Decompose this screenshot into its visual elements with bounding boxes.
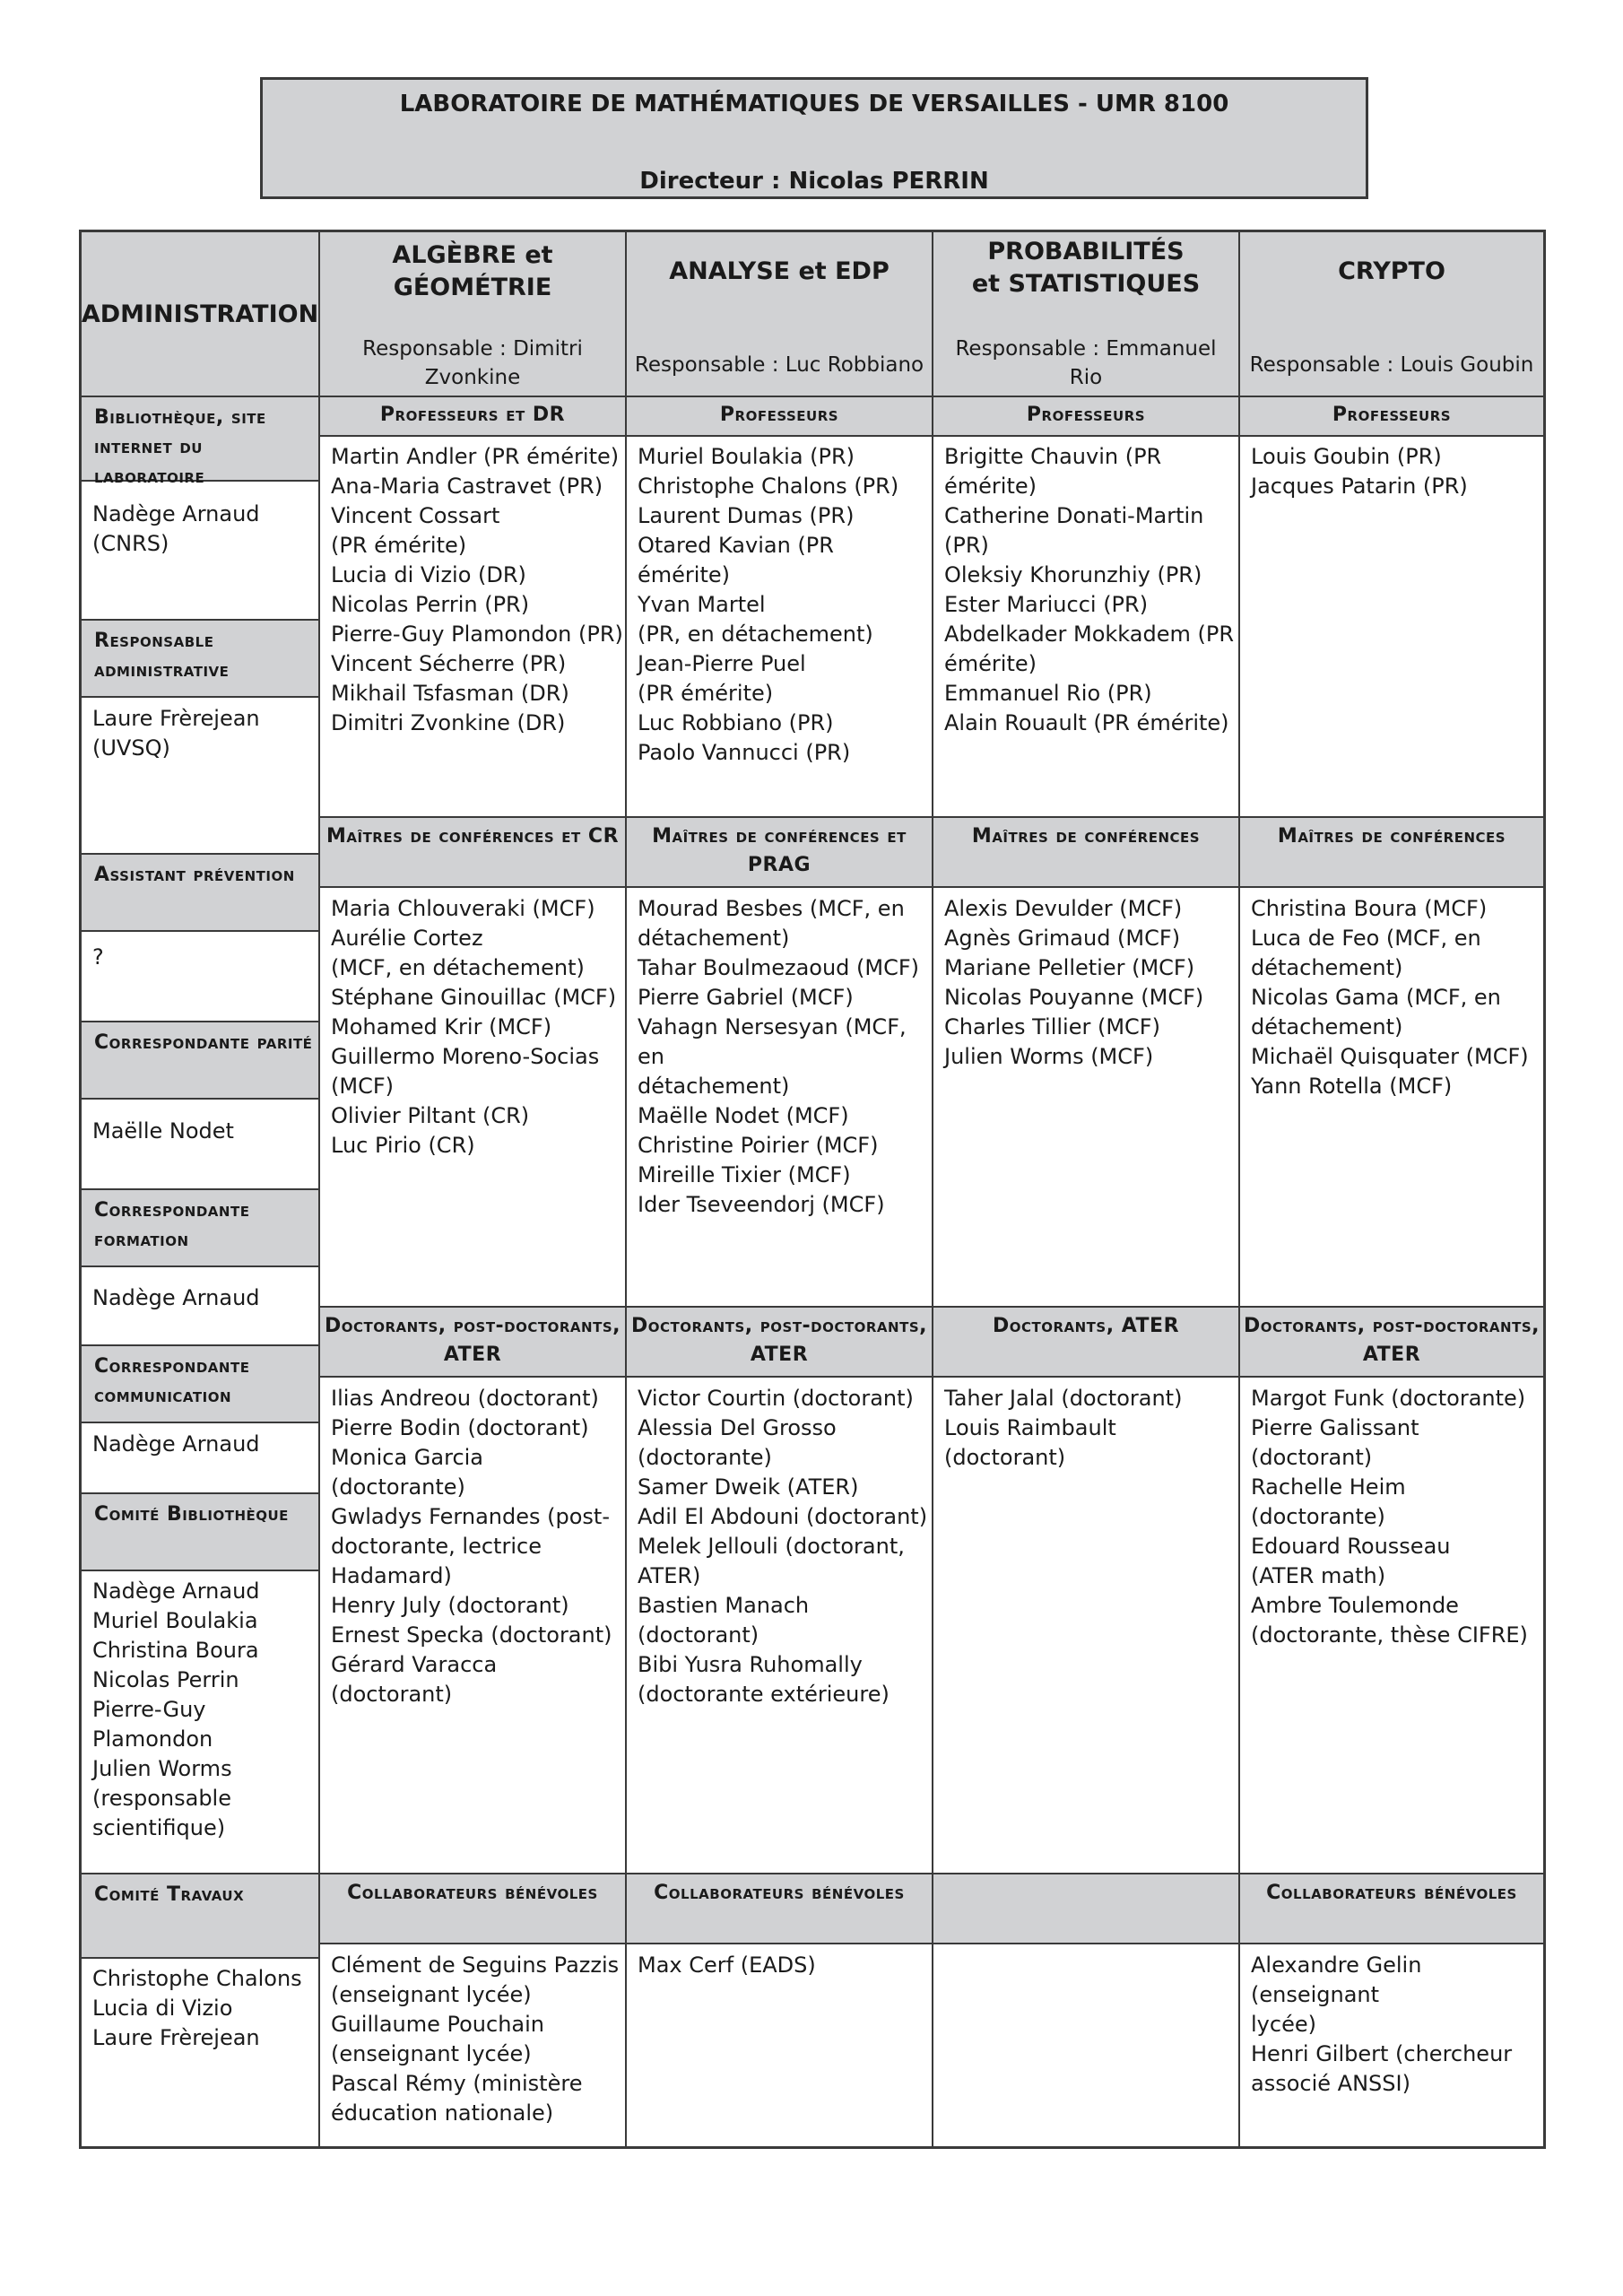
admin-label: Correspondante formation (82, 1188, 318, 1267)
section-label: Doctorants, ATER (992, 1315, 1180, 1337)
section-label: Maîtres de conférences et PRAG (652, 825, 907, 876)
admin-value: Maëlle Nodet (92, 1118, 234, 1144)
admin-header: ADMINISTRATION (82, 232, 318, 396)
section-label: Professeurs (719, 404, 839, 426)
member-list: Louis Goubin (PR) Jacques Patarin (PR) (1251, 444, 1468, 499)
col-header-probabilites (933, 232, 1238, 396)
member-list: Alexis Devulder (MCF) Agnès Grimaud (MCF) Mariane Pelletier (MCF) Nicolas Pouyanne (MCF) Charles Tillier (MCF) Julien Worms (MCF) (944, 896, 1204, 1069)
col-header-crypto (1240, 232, 1543, 396)
admin-label: Correspondante communication (82, 1344, 318, 1423)
lab-title: LABORATOIRE DE MATHÉMATIQUES DE VERSAILLES - UMR 8100 (399, 91, 1229, 117)
section-label: Maîtres de conférences (971, 825, 1201, 848)
admin-label: Correspondante parité (82, 1021, 318, 1100)
section-label: Collaborateurs bénévoles (654, 1882, 905, 1904)
section-label: Doctorants, post-doctorants, ATER (325, 1315, 621, 1366)
col-name: ANALYSE et EDP (669, 257, 890, 285)
member-list: Martin Andler (PR émérite) Ana-Maria Castravet (PR) Vincent Cossart (PR émérite) Lucia di Vizio (DR) Nicolas Perrin (PR) Pierre-Guy Plamondon (PR) Vincent Sécherre (PR) Mikhail Tsfasman (DR) Dimitri Zvonkine (DR) (331, 444, 623, 735)
member-list: Christina Boura (MCF) Luca de Feo (MCF, en détachement) Nicolas Gama (MCF, en détachement) Michaël Quisquater (MCF) Yann Rotella (MCF) (1251, 896, 1529, 1099)
col-header-analyse (627, 232, 932, 396)
member-list: Brigitte Chauvin (PR émérite) Catherine Donati-Martin (PR) Oleksiy Khorunzhiy (PR) Ester Mariucci (PR) Abdelkader Mokkadem (PR émérite) Emmanuel Rio (PR) Alain Rouault (PR émérite) (944, 444, 1234, 735)
section-label: Doctorants, post-doctorants, ATER (631, 1315, 927, 1366)
col-responsable: Responsable : Louis Goubin (1249, 353, 1534, 377)
section-label: Doctorants, post-doctorants, ATER (1244, 1315, 1540, 1366)
admin-value: Nadège Arnaud (92, 1285, 260, 1310)
admin-label: Comité Bibliothèque (82, 1492, 318, 1571)
admin-label: Comité Travaux (82, 1873, 318, 1959)
section-label: Professeurs (1332, 404, 1452, 426)
member-list: Maria Chlouveraki (MCF) Aurélie Cortez (MCF, en détachement) Stéphane Ginouillac (MCF) Mohamed Krir (MCF) Guillermo Moreno-Socias (MCF) Olivier Piltant (CR) Luc Pirio (CR) (331, 896, 617, 1158)
admin-value: Christophe Chalons Lucia di Vizio Laure Frèrejean (92, 1966, 302, 2050)
member-list: Taher Jalal (doctorant) Louis Raimbault (doctorant) (944, 1386, 1183, 1470)
col-responsable: Responsable : Luc Robbiano (634, 353, 924, 377)
col-name: ALGÈBRE et GÉOMÉTRIE (392, 241, 553, 301)
admin-label: Bibliothèque, site internet du laboratoire (82, 396, 318, 482)
col-divider (625, 232, 627, 2146)
member-list: Clément de Seguins Pazzis (enseignant lycée) Guillaume Pouchain (enseignant lycée) Pascal Rémy (ministère éducation nationale) (331, 1952, 620, 2126)
section-label: Professeurs et DR (379, 404, 566, 426)
member-list: Margot Funk (doctorante) Pierre Galissant (doctorant) Rachelle Heim (doctorante) Edouard Rousseau (ATER math) Ambre Toulemonde (doctorante, thèse CIFRE) (1251, 1386, 1528, 1648)
admin-value: Nadège Arnaud (CNRS) (92, 501, 260, 556)
col-divider (318, 232, 320, 2146)
section-label: Collaborateurs bénévoles (1266, 1882, 1517, 1904)
member-list: Max Cerf (EADS) (638, 1952, 816, 1978)
admin-value: Nadège Arnaud Muriel Boulakia Christina Boura Nicolas Perrin Pierre-Guy Plamondon Julien Worms (responsable scientifique) (92, 1578, 260, 1840)
member-list: Alexandre Gelin (enseignant lycée) Henri Gilbert (chercheur associé ANSSI) (1251, 1952, 1513, 2096)
admin-value: Nadège Arnaud (92, 1431, 260, 1457)
col-divider (1238, 232, 1240, 2146)
member-list: Victor Courtin (doctorant) Alessia Del Grosso (doctorante) Samer Dweik (ATER) Adil El Abdouni (doctorant) Melek Jellouli (doctorant, ATER) Bastien Manach (doctorant) Bibi Yusra Ruhomally (doctorante extérieure) (638, 1386, 928, 1707)
section-label: Collaborateurs bénévoles (347, 1882, 598, 1904)
member-list: Ilias Andreou (doctorant) Pierre Bodin (doctorant) Monica Garcia (doctorante) Gwladys Fernandes (post- doctorante, lectrice Hadamard) Henry July (doctorant) Ernest Specka (doctorant) Gérard Varacca (doctorant) (331, 1386, 612, 1707)
org-table (79, 230, 1546, 2149)
director-line: Directeur : Nicolas PERRIN (639, 168, 989, 195)
section-label: Maîtres de conférences et CR (325, 825, 620, 848)
col-responsable: Responsable : Emmanuel Rio (955, 337, 1217, 389)
title-box (260, 77, 1368, 199)
member-list: Mourad Besbes (MCF, en détachement) Tahar Boulmezaoud (MCF) Pierre Gabriel (MCF) Vahagn Nersesyan (MCF, en détachement) Maëlle Nodet (MCF) Christine Poirier (MCF) Mireille Tixier (MCF) Ider Tseveendorj (MCF) (638, 896, 920, 1217)
section-label: Maîtres de conférences (1277, 825, 1506, 848)
col-responsable: Responsable : Dimitri Zvonkine (362, 337, 583, 389)
col-header-algebre (320, 232, 625, 396)
col-divider (932, 232, 933, 2146)
col-name: CRYPTO (1338, 257, 1445, 285)
member-list: Muriel Boulakia (PR) Christophe Chalons (PR) Laurent Dumas (PR) Otared Kavian (PR émérite) Yvan Martel (PR, en détachement) Jean-Pierre Puel (PR émérite) Luc Robbiano (PR) Paolo Vannucci (PR) (638, 444, 899, 765)
admin-value: ? (92, 944, 104, 970)
admin-value: Laure Frèrejean (UVSQ) (92, 706, 260, 761)
admin-label: Assistant prévention (82, 853, 318, 932)
admin-label: Responsable administrative (82, 619, 318, 698)
col-name: PROBABILITÉS et STATISTIQUES (971, 238, 1201, 298)
section-label: Professeurs (1026, 404, 1146, 426)
